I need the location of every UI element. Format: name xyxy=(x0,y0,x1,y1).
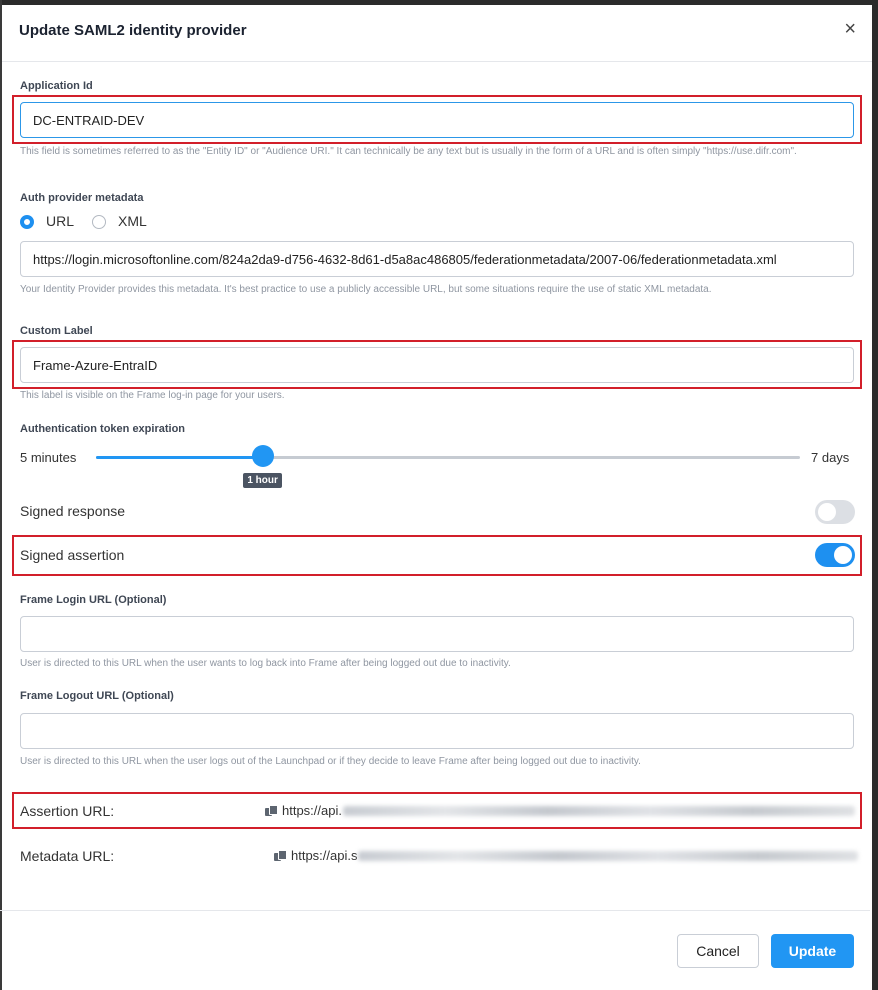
slider-min-label: 5 minutes xyxy=(20,450,77,465)
logout-url-input[interactable] xyxy=(20,713,854,749)
application-id-label: Application Id xyxy=(20,80,93,92)
metadata-url-prefix: https://api.s xyxy=(291,848,358,863)
update-button[interactable]: Update xyxy=(771,934,854,968)
dialog-title: Update SAML2 identity provider xyxy=(19,22,247,39)
login-url-input[interactable] xyxy=(20,616,854,652)
redacted-url xyxy=(358,851,858,861)
token-expiration-label: Authentication token expiration xyxy=(20,423,186,435)
slider-max-label: 7 days xyxy=(811,450,850,465)
toggle-knob xyxy=(818,503,836,521)
dialog-header xyxy=(2,5,872,62)
auth-metadata-help: Your Identity Provider provides this metadata. It's best practice to use a publicly accessible URL, but some situations require the use of static XML metadata. xyxy=(20,284,712,295)
signed-assertion-highlight xyxy=(12,535,862,576)
application-id-input[interactable]: DC-ENTRAID-DEV xyxy=(20,102,854,138)
login-url-label: Frame Login URL (Optional) xyxy=(20,594,167,606)
radio-url[interactable] xyxy=(20,215,34,229)
slider-thumb[interactable] xyxy=(252,445,274,467)
assertion-url-label: Assertion URL: xyxy=(20,803,115,819)
custom-label-highlight xyxy=(12,340,862,389)
auth-metadata-label: Auth provider metadata xyxy=(20,192,144,204)
signed-assertion-label: Signed assertion xyxy=(20,547,125,563)
login-url-help: User is directed to this URL when the user wants to log back into Frame after being logged out due to inactivity. xyxy=(20,658,511,669)
assertion-url-prefix: https://api. xyxy=(282,803,342,818)
metadata-url-input[interactable]: https://login.microsoftonline.com/824a2da9-d756-4632-8d61-d5a8ac486805/federationmetadata/2007-06/federationmetadata.xml xyxy=(20,241,854,277)
application-id-highlight xyxy=(12,95,862,144)
custom-label-input[interactable]: Frame-Azure-EntraID xyxy=(20,347,854,383)
copy-icon[interactable] xyxy=(274,850,286,862)
metadata-url-label: Metadata URL: xyxy=(20,848,115,864)
custom-label-help: This label is visible on the Frame log-in page for your users. xyxy=(20,390,285,401)
slider-value-tooltip: 1 hour xyxy=(243,473,282,488)
assertion-url-highlight xyxy=(12,792,862,829)
signed-response-label: Signed response xyxy=(20,503,126,519)
metadata-url-value[interactable] xyxy=(274,848,858,863)
custom-label-label: Custom Label xyxy=(20,325,93,337)
radio-xml-label: XML xyxy=(118,213,147,229)
radio-xml[interactable] xyxy=(92,215,106,229)
radio-url-label: URL xyxy=(46,213,75,229)
logout-url-help: User is directed to this URL when the user logs out of the Launchpad or if they decide to leave Frame after being logged out due to inactivity. xyxy=(20,756,641,767)
slider-fill xyxy=(96,456,263,459)
signed-response-toggle[interactable] xyxy=(815,500,855,524)
close-icon[interactable]: × xyxy=(844,18,856,40)
cancel-button[interactable]: Cancel xyxy=(677,934,759,968)
footer-divider xyxy=(0,910,870,911)
logout-url-label: Frame Logout URL (Optional) xyxy=(20,690,174,702)
application-id-help: This field is sometimes referred to as the "Entity ID" or "Audience URI." It can technically be any text but is usually in the form of a URL and is often simply "https://use.difr.com". xyxy=(20,146,797,157)
token-expiration-slider[interactable] xyxy=(96,456,800,459)
